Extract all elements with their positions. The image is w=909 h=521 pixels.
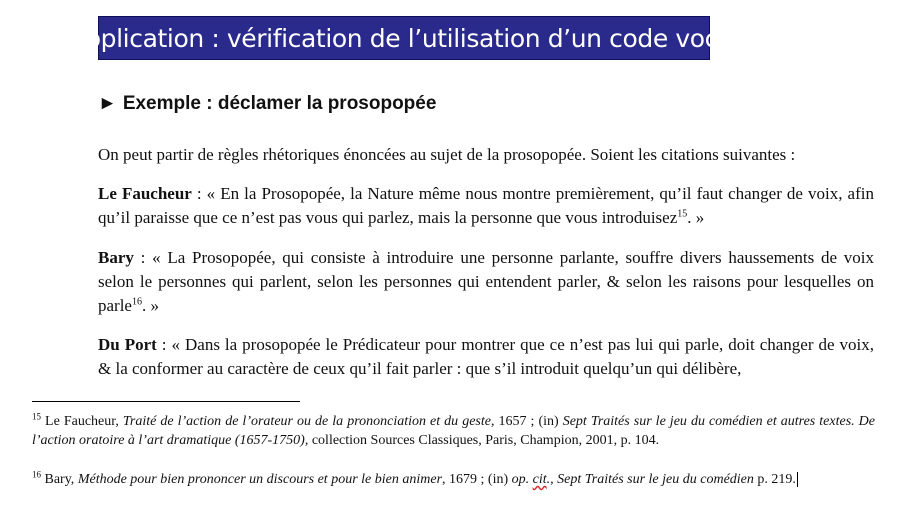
quote-author: Bary xyxy=(98,248,134,267)
footnote-work-title: Méthode pour bien prononcer un discours et pour le bien animer xyxy=(77,472,443,487)
footnote-author: Bary, xyxy=(41,472,78,487)
quote-author: Du Port xyxy=(98,335,157,354)
footnote-number: 16 xyxy=(32,469,41,480)
footnote-text: p. 219. xyxy=(753,472,796,487)
footnote-author: Le Faucheur, xyxy=(41,414,123,429)
triangle-bullet-icon: ► xyxy=(98,93,117,114)
footnote-16 xyxy=(32,470,875,489)
quote-author: Le Faucheur xyxy=(98,184,192,203)
footnote-number: 15 xyxy=(32,411,41,422)
quote-end: . » xyxy=(141,296,159,315)
footnote-work-title: Traité de l’action de l’orateur ou de la prononciation et du geste xyxy=(122,414,491,429)
footnote-text: , 1679 ; (in) xyxy=(442,472,512,487)
quote-text: : « La Prosopopée, qui consiste à introduire une personne parlante, souffre divers haussements de voix selon le personnes qui parlent, selon les personnes qui entendent parler, & selon les raisons pour lesquelles on parle xyxy=(98,248,874,315)
spellcheck-word[interactable]: cit xyxy=(532,472,547,487)
quote-text: : « En la Prosopopée, la Nature même nous montre premièrement, qu’il faut changer de voix, afin qu’il paraisse que ce n’est pas vous qui parlez, mais la personne que vous introduisez xyxy=(98,184,874,227)
footnote-op: op. xyxy=(511,472,533,487)
example-heading-text: Exemple : déclamer la prosopopée xyxy=(122,93,437,114)
quote-le-faucheur xyxy=(98,182,874,230)
quote-bary xyxy=(98,246,874,318)
footnote-15 xyxy=(32,412,875,450)
quote-text: : « Dans la prosopopée le Prédicateur pour montrer que ce n’est pas lui qui parle, doit changer de voix, & la conformer au caractère de ceux qu’il fait parler : que s’il introduit quelqu’un qui délibère, xyxy=(98,335,874,378)
text-cursor xyxy=(797,472,798,487)
example-heading xyxy=(98,93,436,115)
footnote-collection-title: Sept Traités sur le jeu du comédien et autres textes. De l’action oratoire à l’art dramatique (1657-1750), xyxy=(32,414,876,448)
footnote-ref[interactable]: 15 xyxy=(677,208,688,220)
footnote-separator xyxy=(32,401,300,402)
intro-paragraph: On peut partir de règles rhétoriques énoncées au sujet de la prosopopée. Soient les citations suivantes : xyxy=(98,145,796,164)
section-title-banner xyxy=(68,16,740,60)
quote-du-port xyxy=(98,333,874,381)
footnote-text: , 1657 ; (in) xyxy=(490,414,563,429)
footnote-text: collection Sources Classiques, Paris, Champion, 2001, p. 104. xyxy=(308,433,660,448)
quote-end: . » xyxy=(687,208,705,227)
section-title: Application : vérification de l’utilisation d’un code vocal xyxy=(68,23,740,53)
footnote-ref[interactable]: 16 xyxy=(131,296,142,308)
footnote-collection-title: ., Sept Traités sur le jeu du comédien xyxy=(546,472,754,487)
